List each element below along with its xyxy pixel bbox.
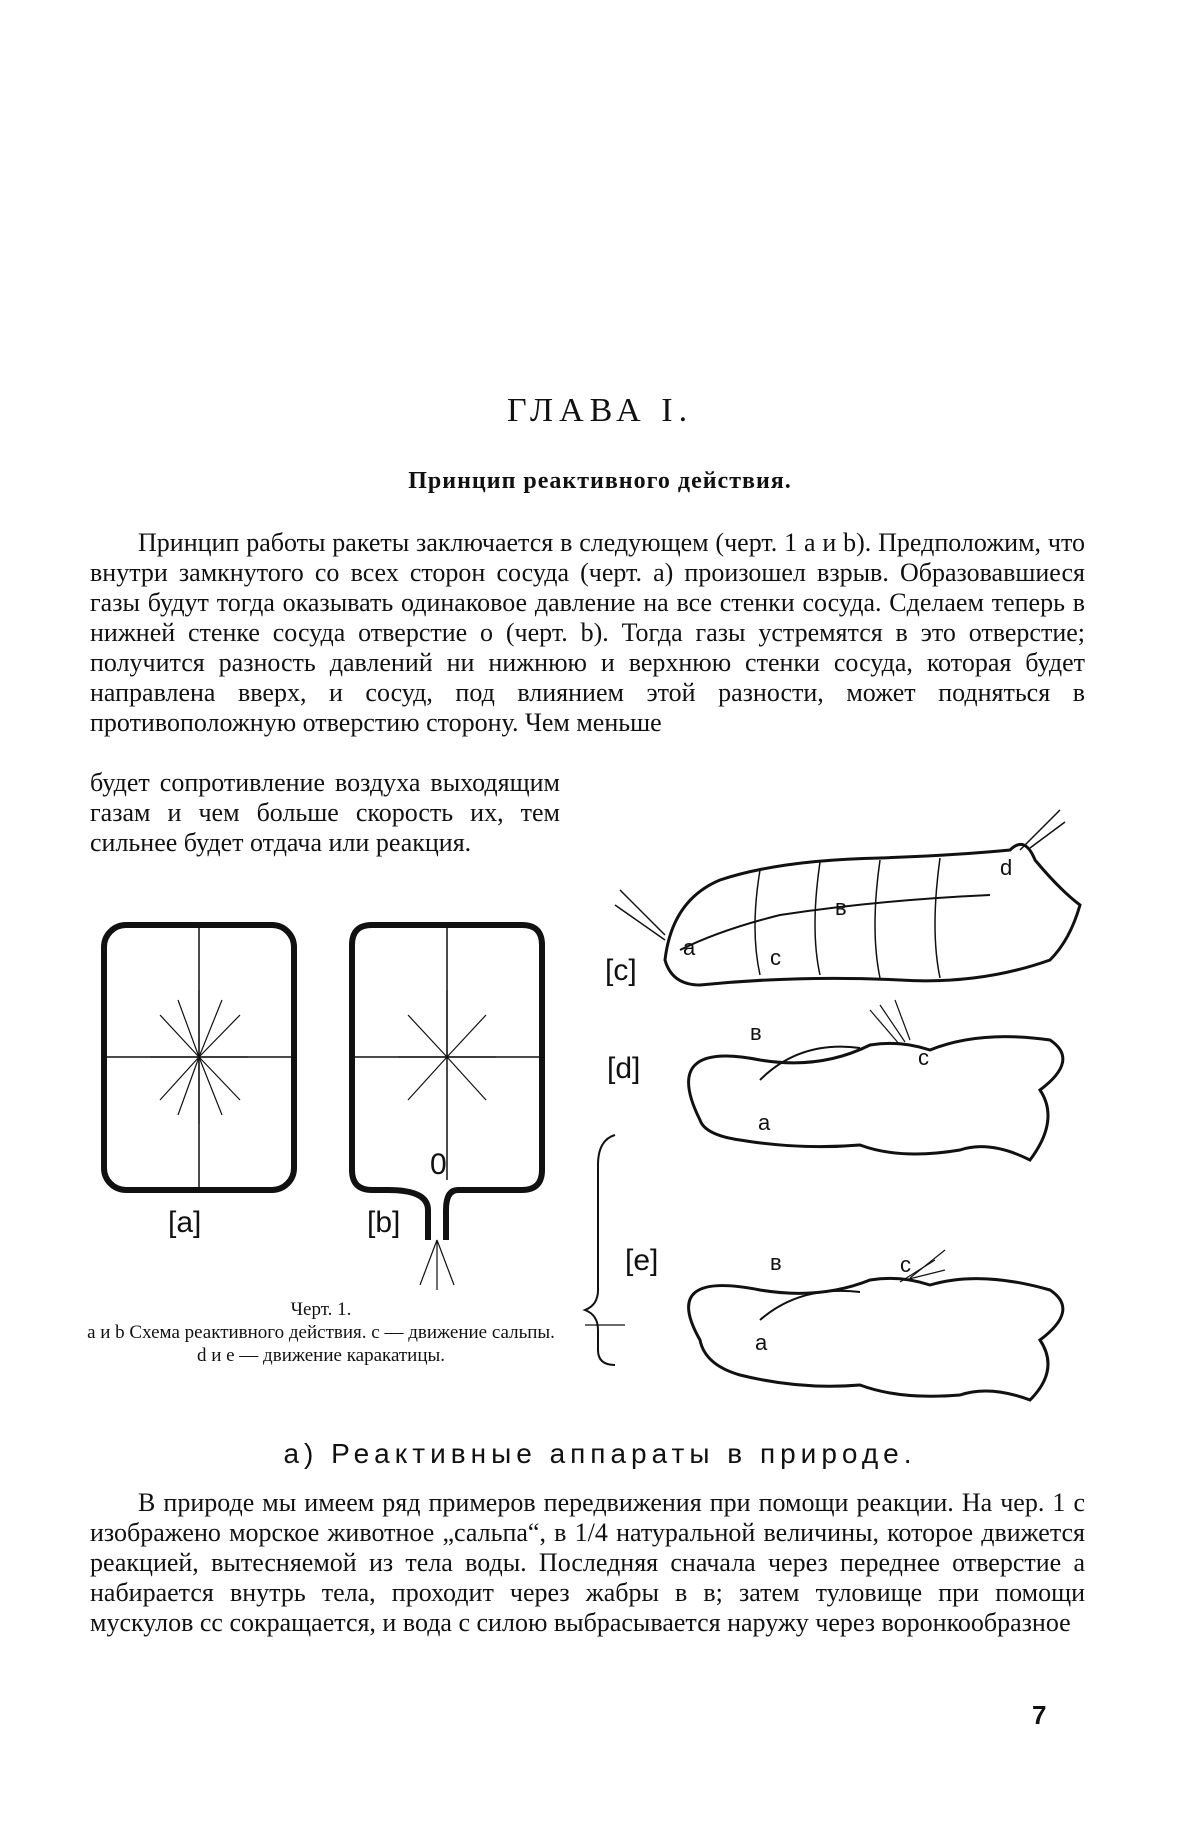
paragraph-principle: Принцип работы ракеты заключается в следующем (черт. 1 a и b). Предположим, что внутри замкнутого со всех сторон сосуда (черт. a) произошел взрыв. Образовавшиеся газы будут тогда оказывать одинаковое давление на все стенки сосуда. Сделаем теперь в нижней стенке сосуда отверстие o (черт. b). Тогда газы устремятся в это отверстие; получится разность давлений ни нижнюю и верхнюю стенки сосуда, которая будет направлена вверх, и сосуд, под влиянием этой разности, может подняться в противоположную отверстию сторону. Чем меньше (90, 528, 1085, 737)
label-cuttle-d-b: в (750, 1020, 762, 1045)
brace-d-e (585, 1135, 615, 1365)
vessel-a-diagram (104, 925, 294, 1190)
paragraph-nature: В природе мы имеем ряд примеров передвижения при помощи реакции. На чер. 1 c изображено морское животное „сальпа“, в 1/4 натуральной величины, которое движется реакцией, вытесняемой из тела воды. Последняя сначала через переднее отверстие a набирается внутрь тела, проходит через жабры в в; затем туловище при помощи мускулов cc сокращается, и вода с силою выбрасывается наружу через воронкообразное (90, 1488, 1085, 1637)
caption-text: a и b Схема реактивного действия. c — движение сальпы. d и e — движение каракатицы. (87, 1322, 555, 1366)
label-opening-o: 0 (430, 1148, 447, 1181)
label-cuttle-d-a: a (758, 1110, 771, 1135)
label-b: [b] (367, 1206, 401, 1239)
paragraph-principle-continuation: будет сопротивление воздуха выходящим газам и чем больше скорость их, тем сильнее будет отдача или реакция. (90, 768, 560, 857)
caption-title: Черт. 1. (290, 1299, 352, 1320)
label-cuttle-d-c: c (918, 1045, 929, 1070)
label-salpa-c: c (770, 945, 781, 970)
label-d: [d] (607, 1052, 641, 1085)
chapter-title: ГЛАВА I. (506, 392, 694, 429)
label-salpa-b: в (835, 895, 847, 920)
section-title: Принцип реактивного действия. (408, 468, 792, 494)
figure-caption (86, 1298, 556, 1367)
label-e: [e] (625, 1244, 659, 1277)
label-salpa-a: a (683, 935, 696, 960)
cuttlefish-d-diagram (689, 1000, 1063, 1160)
page-number: 7 (1032, 1700, 1047, 1730)
label-cuttle-e-b: в (770, 1250, 782, 1275)
subsection-title: а) Реактивные аппараты в природе. (283, 1438, 917, 1469)
label-salpa-d: d (1000, 855, 1013, 880)
label-cuttle-e-c: c (900, 1252, 911, 1277)
label-c: [c] (605, 954, 637, 987)
label-a: [a] (168, 1206, 202, 1239)
label-cuttle-e-a: a (755, 1330, 768, 1355)
